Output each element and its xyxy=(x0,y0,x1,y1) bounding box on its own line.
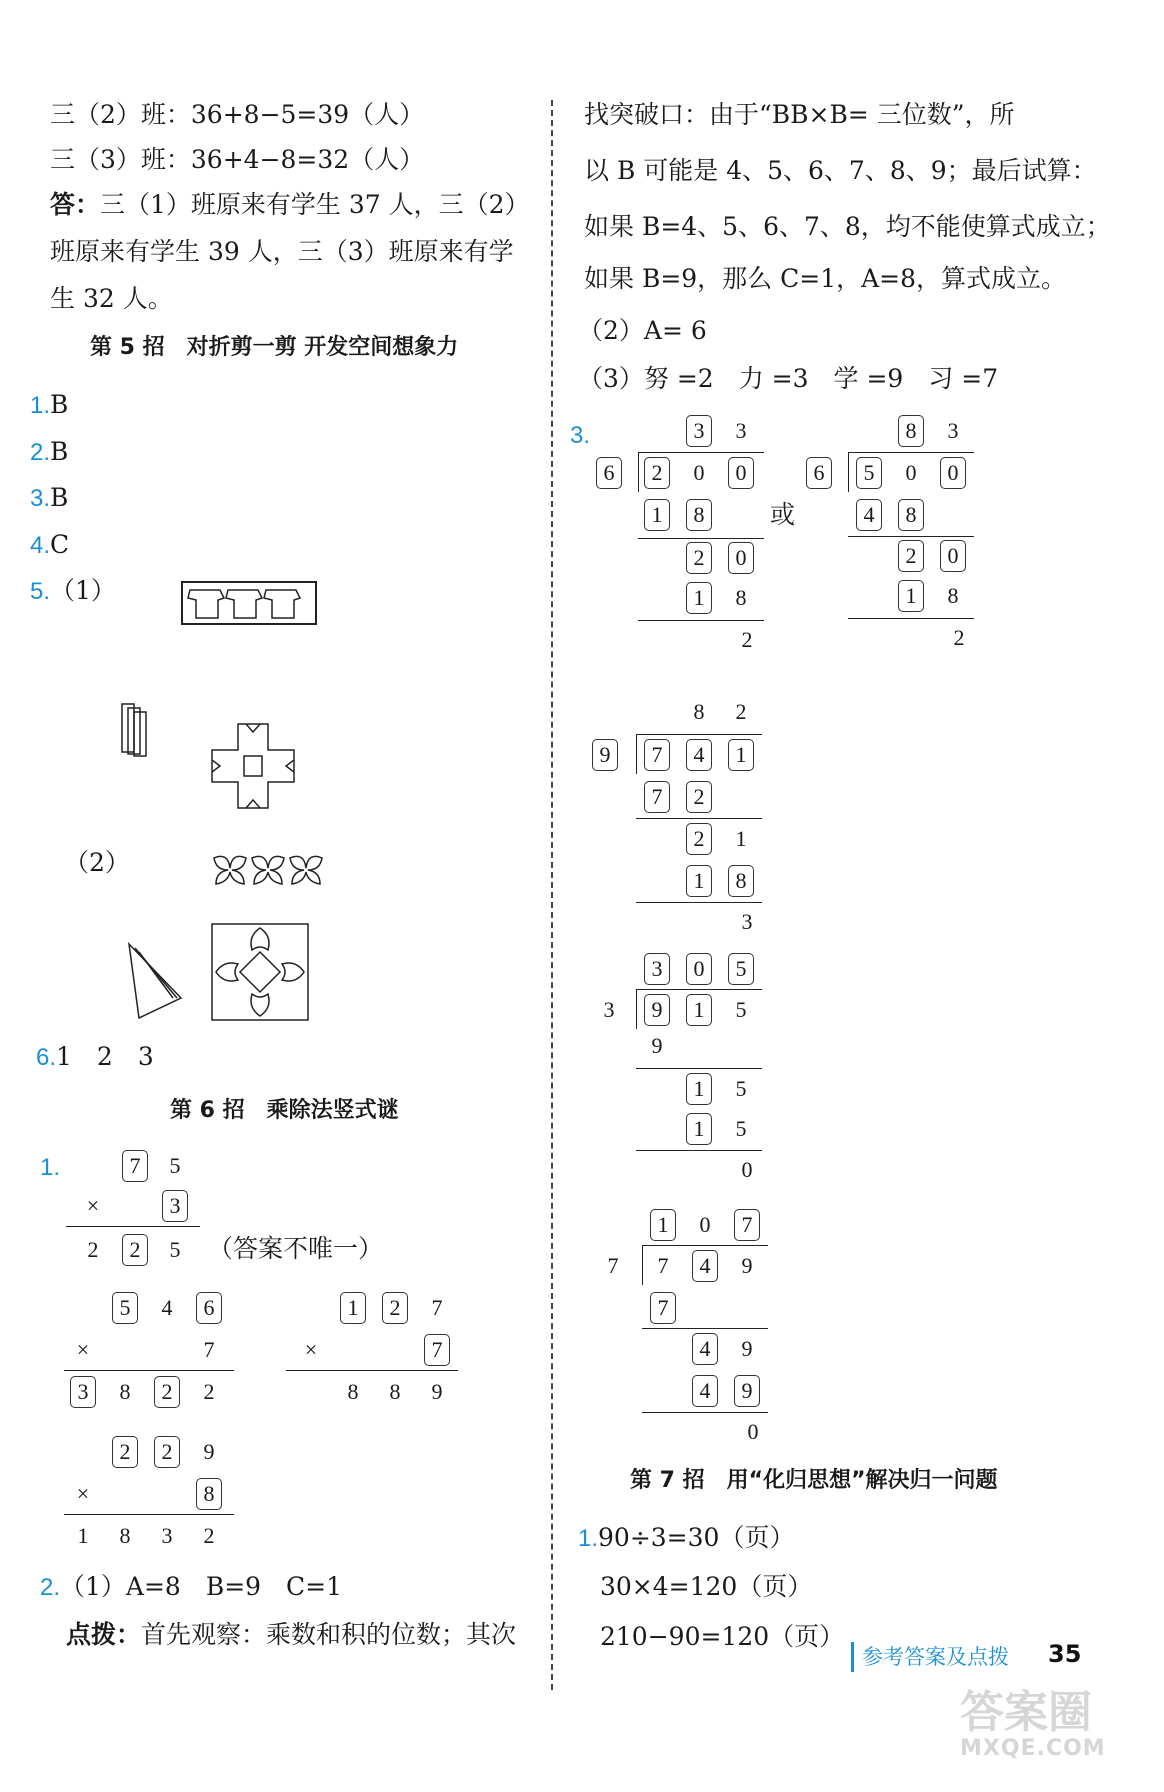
folded-triangle-icon xyxy=(125,940,185,1022)
s6-q2-line xyxy=(40,1572,342,1603)
folded-paper-icon xyxy=(118,700,158,760)
paper-cut-shirts-figure xyxy=(180,580,320,628)
digit-box: 9 xyxy=(592,739,618,771)
digit-box: 3 xyxy=(162,1190,188,1222)
answer-text-1: 三（1）班原来有学生 37 人，三（2） xyxy=(100,190,530,219)
paper-cut-cross-figure xyxy=(208,720,298,812)
answer-item-6 xyxy=(36,1042,154,1073)
digit: 2 xyxy=(203,1523,215,1548)
division-bracket xyxy=(638,452,639,492)
hint-label: 点拨： xyxy=(66,1620,142,1649)
digit: 7 xyxy=(203,1337,215,1362)
digit-box: 8 xyxy=(898,415,924,447)
digit-box: 4 xyxy=(686,739,712,771)
note-not-unique: （答案不唯一） xyxy=(208,1234,384,1263)
s7-line-3: 210−90=120（页） xyxy=(600,1622,845,1651)
digit: 0 xyxy=(905,460,917,485)
digit: 7 xyxy=(607,1253,619,1278)
digit-box: 9 xyxy=(644,994,670,1026)
remainder: 2 xyxy=(953,625,965,650)
digit-box: 4 xyxy=(856,499,882,531)
digit-box: 8 xyxy=(728,865,754,897)
digit-box: 1 xyxy=(686,994,712,1026)
hint-line xyxy=(66,1620,516,1650)
hint-text: 首先观察：乘数和积的位数；其次 xyxy=(141,1620,517,1649)
digit: 3 xyxy=(161,1523,173,1548)
subtract-line xyxy=(848,618,974,619)
digit: 3 xyxy=(603,997,615,1022)
digit-box: 7 xyxy=(734,1209,760,1241)
digit-box: 1 xyxy=(686,582,712,614)
digit-box: 3 xyxy=(686,415,712,447)
digit-box: 0 xyxy=(728,542,754,574)
digit-box: 4 xyxy=(692,1250,718,1282)
item-number: 1. xyxy=(578,1525,599,1552)
digit: 5 xyxy=(735,1116,747,1141)
digit: 9 xyxy=(431,1379,443,1404)
item-number: 2. xyxy=(30,439,51,466)
division-bracket xyxy=(636,989,637,1029)
digit-box: 4 xyxy=(692,1375,718,1407)
digit-box: 6 xyxy=(806,457,832,489)
subtract-line xyxy=(636,902,762,903)
digit-box: 1 xyxy=(644,499,670,531)
digit: 1 xyxy=(735,826,747,851)
subtract-line xyxy=(848,536,974,537)
item-number: 2. xyxy=(40,1574,61,1601)
digit-box: 0 xyxy=(940,457,966,489)
times-sign: × xyxy=(86,1193,100,1218)
result-line xyxy=(64,1514,234,1515)
text-line-r1: 找突破口：由于“BB×B= 三位数”，所 xyxy=(584,100,1015,129)
division-bar xyxy=(848,452,974,453)
times-sign: × xyxy=(76,1337,90,1362)
digit: 7 xyxy=(657,1253,669,1278)
digit-box: 6 xyxy=(196,1292,222,1324)
watermark-logo xyxy=(960,1687,1106,1762)
subtract-line xyxy=(642,1328,768,1329)
answer-item-4 xyxy=(30,530,69,561)
paper-cut-butterflies-figure xyxy=(210,850,330,890)
digit-box: 5 xyxy=(728,953,754,985)
text-line-r6: （3）努 =2 力 =3 学 =9 习 =7 xyxy=(578,364,999,393)
watermark-line-2: MXQE.COM xyxy=(960,1736,1106,1761)
digit-box: 7 xyxy=(122,1150,148,1182)
item-text: （1）A=8 B=9 C=1 xyxy=(60,1572,343,1601)
section-7-title: 第 7 招 用“化归思想”解决归一问题 xyxy=(630,1468,998,1493)
digit: 4 xyxy=(161,1295,173,1320)
digit: 3 xyxy=(947,418,959,443)
digit: 0 xyxy=(699,1212,711,1237)
remainder: 3 xyxy=(741,909,753,934)
text-line-class3: 三（3）班：36+4−8=32（人） xyxy=(50,145,425,174)
digit-box: 3 xyxy=(70,1376,96,1408)
digit: 5 xyxy=(735,997,747,1022)
section-5-title: 第 5 招 对折剪一剪 开发空间想象力 xyxy=(90,335,459,360)
text-line-class2: 三（2）班：36+8−5=39（人） xyxy=(50,100,425,129)
division-bar xyxy=(636,989,762,990)
digit: 9 xyxy=(741,1336,753,1361)
digit: 2 xyxy=(203,1379,215,1404)
digit-box: 6 xyxy=(596,457,622,489)
digit-box: 3 xyxy=(644,953,670,985)
remainder: 0 xyxy=(741,1157,753,1182)
digit: 5 xyxy=(169,1237,181,1262)
digit: 8 xyxy=(347,1379,359,1404)
digit: 0 xyxy=(693,460,705,485)
digit-box: 2 xyxy=(122,1234,148,1266)
item-number: 1. xyxy=(30,392,51,419)
digit: 8 xyxy=(735,585,747,610)
subtract-line xyxy=(638,538,764,539)
item-number: 5. xyxy=(30,578,51,605)
digit-box: 8 xyxy=(898,499,924,531)
digit-box: 1 xyxy=(686,865,712,897)
subtract-line xyxy=(638,620,764,621)
column-divider xyxy=(551,100,553,1690)
digit: 8 xyxy=(947,583,959,608)
digit: 8 xyxy=(119,1523,131,1548)
result-line xyxy=(286,1370,458,1371)
remainder: 2 xyxy=(741,627,753,652)
answer-item-2 xyxy=(30,437,68,468)
watermark-line-1: 答案圈 xyxy=(960,1687,1092,1738)
division-bracket xyxy=(848,452,849,492)
digit-box: 2 xyxy=(382,1292,408,1324)
subtract-line xyxy=(642,1412,768,1413)
digit: 7 xyxy=(431,1295,443,1320)
text-line-r5: （2）A= 6 xyxy=(578,316,707,345)
answer-line-1 xyxy=(50,190,530,220)
paper-cut-square-figure xyxy=(210,922,310,1022)
division-bar xyxy=(642,1245,768,1246)
result-line xyxy=(64,1370,234,1371)
result-line xyxy=(66,1226,200,1227)
division-bracket xyxy=(636,734,637,774)
digit-box: 0 xyxy=(728,457,754,489)
digit-box: 5 xyxy=(856,457,882,489)
digit-box: 2 xyxy=(898,540,924,572)
digit-box: 2 xyxy=(686,823,712,855)
digit: 3 xyxy=(735,418,747,443)
item-text: B xyxy=(50,437,69,466)
digit: 9 xyxy=(741,1253,753,1278)
digit-box: 1 xyxy=(898,580,924,612)
subtract-line xyxy=(636,818,762,819)
digit-box: 0 xyxy=(686,953,712,985)
digit: 1 xyxy=(77,1523,89,1548)
page-number: 35 xyxy=(1048,1640,1082,1668)
item-text: B xyxy=(50,483,69,512)
or-text: 或 xyxy=(770,500,796,529)
digit-box: 7 xyxy=(650,1292,676,1324)
item-text: C xyxy=(50,530,70,559)
digit: 8 xyxy=(119,1379,131,1404)
answer-item-5 xyxy=(30,576,116,607)
digit-box: 2 xyxy=(154,1436,180,1468)
digit-box: 2 xyxy=(154,1376,180,1408)
digit-box: 7 xyxy=(644,781,670,813)
division-bracket xyxy=(642,1245,643,1285)
subtract-line xyxy=(636,1150,762,1151)
s7-line-1 xyxy=(578,1523,794,1554)
remainder: 0 xyxy=(747,1419,759,1444)
digit: 8 xyxy=(693,699,705,724)
times-sign: × xyxy=(304,1337,318,1362)
digit-box: 0 xyxy=(940,540,966,572)
digit: 5 xyxy=(169,1153,181,1178)
digit: 9 xyxy=(651,1033,663,1058)
digit-box: 1 xyxy=(340,1292,366,1324)
digit-box: 2 xyxy=(112,1436,138,1468)
item-number: 3. xyxy=(30,485,51,512)
answer-line-2: 班原来有学生 39 人，三（3）班原来有学 xyxy=(50,237,514,266)
footer-accent-bar xyxy=(851,1642,854,1672)
s7-line-2: 30×4=120（页） xyxy=(600,1572,813,1601)
digit: 2 xyxy=(735,699,747,724)
footer-label: 参考答案及点拨 xyxy=(862,1645,1009,1669)
answer-label: 答： xyxy=(50,190,101,219)
section-6-title: 第 6 招 乘除法竖式谜 xyxy=(170,1098,399,1123)
r-q3-number: 3. xyxy=(570,422,591,449)
times-sign: × xyxy=(76,1481,90,1506)
answer-line-3: 生 32 人。 xyxy=(50,284,173,313)
subtract-line xyxy=(636,1068,762,1069)
answer-item-1 xyxy=(30,390,68,421)
digit: 2 xyxy=(87,1237,99,1262)
digit-box: 8 xyxy=(196,1478,222,1510)
s6-q1-number: 1. xyxy=(40,1154,61,1181)
text-line-r4: 如果 B=9，那么 C=1，A=8，算式成立。 xyxy=(584,264,1067,293)
digit-box: 4 xyxy=(692,1333,718,1365)
digit: 5 xyxy=(735,1076,747,1101)
text-line-r2: 以 B 可能是 4、5、6、7、8、9；最后试算： xyxy=(584,156,1097,185)
part-label-1: （1） xyxy=(50,576,116,605)
digit-box: 8 xyxy=(686,499,712,531)
digit-box: 7 xyxy=(424,1334,450,1366)
digit-box: 1 xyxy=(728,739,754,771)
digit: 9 xyxy=(203,1439,215,1464)
division-bar xyxy=(638,452,764,453)
digit-box: 1 xyxy=(686,1113,712,1145)
digit-box: 2 xyxy=(644,457,670,489)
digit-box: 1 xyxy=(650,1209,676,1241)
text-line-r3: 如果 B=4、5、6、7、8，均不能使算式成立； xyxy=(584,212,1111,241)
digit: 8 xyxy=(389,1379,401,1404)
digit-box: 7 xyxy=(644,739,670,771)
answer-item-3 xyxy=(30,483,68,514)
item-number: 4. xyxy=(30,532,51,559)
item-text: 90÷3=30（页） xyxy=(598,1523,795,1552)
item-text: 1 2 3 xyxy=(56,1042,154,1071)
item-text: B xyxy=(50,390,69,419)
digit-box: 2 xyxy=(686,542,712,574)
item-number: 6. xyxy=(36,1044,57,1071)
part-label-2: （2） xyxy=(64,848,130,877)
division-bar xyxy=(636,734,762,735)
digit-box: 1 xyxy=(686,1073,712,1105)
digit-box: 9 xyxy=(734,1375,760,1407)
digit-box: 5 xyxy=(112,1292,138,1324)
digit-box: 2 xyxy=(686,781,712,813)
